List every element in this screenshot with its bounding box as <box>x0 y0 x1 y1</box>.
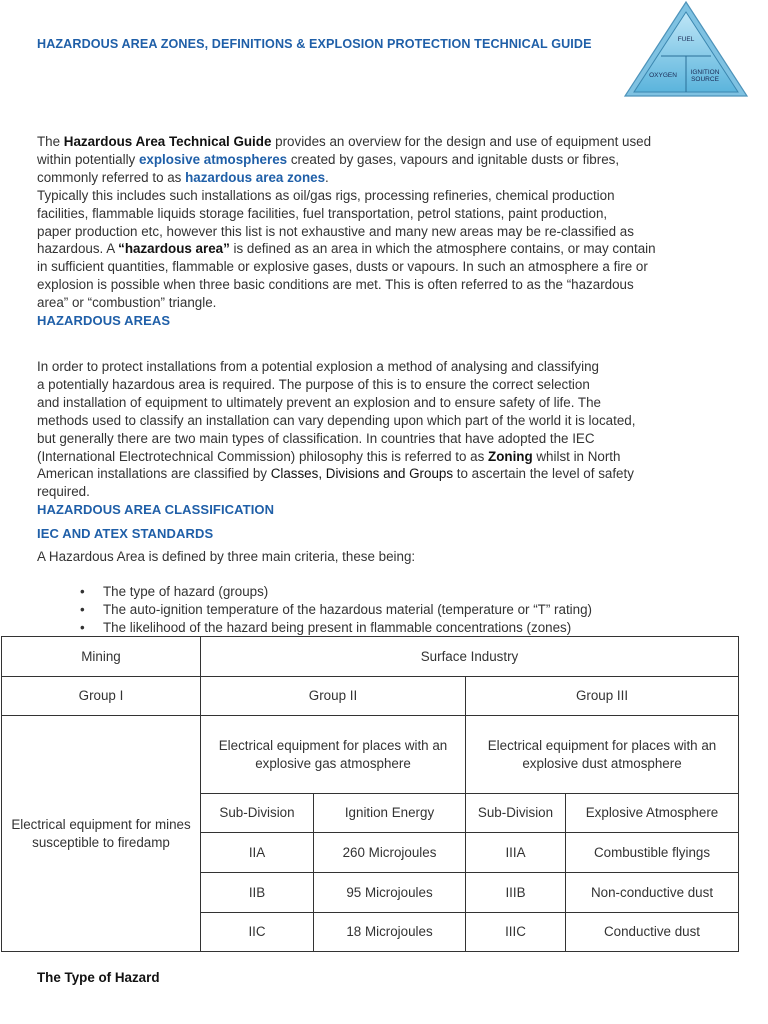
criteria-lead-text: A Hazardous Area is defined by three main criteria, these being: <box>37 549 416 564</box>
table-row <box>2 637 739 677</box>
intro-line: The Hazardous Area Technical Guide provides an overview for the design and use of equipment used <box>37 134 652 149</box>
intro-line: within potentially explosive atmospheres created by gases, vapours and ignitable dusts or fibres, <box>37 151 620 167</box>
ignition-energy-header: Ignition Energy <box>314 794 466 833</box>
gas-description-cell: Electrical equipment for places with an explosive gas atmosphere <box>201 716 466 794</box>
list-item: • The likelihood of the hazard being present in flammable concentrations (zones) <box>37 619 737 637</box>
paragraph-line: (International Electrotechnical Commission) philosophy this is referred to as Zoning whilst in North <box>37 448 621 464</box>
table-cell: 18 Microjoules <box>314 913 466 952</box>
intro-line: commonly referred to as hazardous area zones. <box>37 169 329 185</box>
intro-line: in sufficient quantities, flammable or explosive gases, dusts or vapours. In such an atmosphere a fire or <box>37 259 648 275</box>
intro-line: explosion is possible when three basic conditions are met. This is often referred to as the “hazardous <box>37 277 634 293</box>
table-cell: IIB <box>201 873 314 913</box>
intro-line: hazardous. A “hazardous area” is defined as an area in which the atmosphere contains, or may contain <box>37 241 656 257</box>
group-2-header: Group II <box>201 677 466 716</box>
list-item: • The type of hazard (groups) <box>37 583 737 601</box>
fire-triangle-icon <box>622 0 750 100</box>
triangle-fuel-label: FUEL <box>677 36 695 43</box>
table-cell: IIIB <box>466 873 566 913</box>
iec-atex-heading: IEC AND ATEX STANDARDS <box>37 526 214 541</box>
intro-line: area” or “combustion” triangle. <box>37 295 217 311</box>
triangle-source-label: SOURCE <box>691 76 719 83</box>
dust-description-cell: Electrical equipment for places with an explosive dust atmosphere <box>466 716 739 794</box>
table-row <box>2 677 739 716</box>
fire-triangle-diagram <box>622 0 750 100</box>
sub-division-header: Sub-Division <box>466 794 566 833</box>
mining-header: Mining <box>2 637 201 677</box>
hazardous-area-zones-link[interactable]: hazardous area zones <box>185 169 326 185</box>
hazardous-areas-heading: HAZARDOUS AREAS <box>37 313 171 328</box>
hazardous-areas-paragraph <box>37 358 737 501</box>
group-3-header: Group III <box>466 677 739 716</box>
triangle-oxygen-label: OXYGEN <box>649 72 677 79</box>
table-cell: IIIC <box>466 913 566 952</box>
classification-table <box>1 636 739 952</box>
explosive-atmosphere-header: Explosive Atmosphere <box>566 794 739 833</box>
paragraph-line: a potentially hazardous area is required. The purpose of this is to ensure the correct selection <box>37 376 590 392</box>
intro-line: paper production etc, however this list is not exhaustive and many new areas may be re-classified as <box>37 223 634 239</box>
guide-name: Hazardous Area Technical Guide <box>63 134 272 149</box>
table-cell: Conductive dust <box>566 913 739 952</box>
list-item: • The auto-ignition temperature of the hazardous material (temperature or “T” rating) <box>37 601 737 619</box>
triangle-ignition-label: IGNITION <box>690 69 720 76</box>
explosive-atmospheres-link[interactable]: explosive atmospheres <box>138 151 288 167</box>
paragraph-line: American installations are classified by Classes, Divisions and Groups to ascertain the level of safety <box>37 466 634 482</box>
hazardous-area-term: “hazardous area” <box>118 241 230 257</box>
paragraph-line: methods used to classify an installation can vary depending upon which part of the world it is located, <box>37 412 636 428</box>
intro-line: Typically this includes such installations as oil/gas rigs, processing refineries, chemical production <box>37 187 615 203</box>
table-cell: 260 Microjoules <box>314 833 466 873</box>
mines-description-cell: Electrical equipment for mines susceptible to firedamp <box>2 716 201 952</box>
table-cell: IIC <box>201 913 314 952</box>
paragraph-line: and installation of equipment to ultimately prevent an explosion and to ensure safety of life. The <box>37 394 601 410</box>
criteria-list <box>37 583 737 637</box>
paragraph-line: required. <box>37 484 90 500</box>
table-cell: IIIA <box>466 833 566 873</box>
classes-divisions-groups-term: Classes, Divisions and Groups <box>270 466 454 482</box>
type-of-hazard-heading: The Type of Hazard <box>37 970 160 985</box>
table-cell: Non-conductive dust <box>566 873 739 913</box>
group-1-header: Group I <box>2 677 201 716</box>
intro-line: facilities, flammable liquids storage facilities, fuel transportation, petrol stations, paint production, <box>37 205 608 221</box>
page-title: HAZARDOUS AREA ZONES, DEFINITIONS & EXPLOSION PROTECTION TECHNICAL GUIDE <box>37 37 592 51</box>
sub-division-header: Sub-Division <box>201 794 314 833</box>
paragraph-line: In order to protect installations from a potential explosion a method of analysing and classifying <box>37 359 599 374</box>
table-cell: Combustible flyings <box>566 833 739 873</box>
table-cell: 95 Microjoules <box>314 873 466 913</box>
zoning-term: Zoning <box>488 448 533 464</box>
intro-paragraph <box>37 133 737 312</box>
table-row <box>2 716 739 794</box>
paragraph-line: but generally there are two main types of classification. In countries that have adopted the IEC <box>37 430 595 446</box>
table-cell: IIA <box>201 833 314 873</box>
surface-industry-header: Surface Industry <box>201 637 739 677</box>
classification-heading: HAZARDOUS AREA CLASSIFICATION <box>37 502 275 517</box>
